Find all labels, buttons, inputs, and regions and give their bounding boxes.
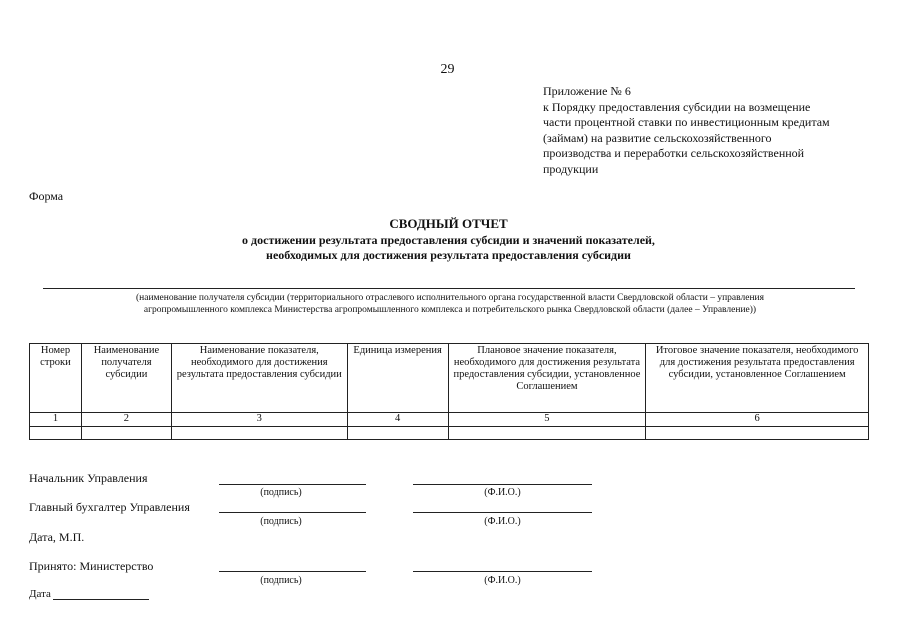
column-number: 5 — [448, 413, 646, 427]
subtitle-line: о достижении результата предоставления субсидии и значений показателей, — [242, 233, 655, 247]
report-table — [29, 343, 869, 440]
date-stamp-label: Дата, М.П. — [29, 530, 85, 544]
table-cell[interactable] — [30, 427, 82, 440]
table-cell[interactable] — [171, 427, 347, 440]
column-number: 3 — [171, 413, 347, 427]
document-subtitle — [0, 233, 897, 262]
signature-caption: (подпись) — [260, 487, 302, 498]
column-number: 2 — [81, 413, 171, 427]
appendix-header — [543, 84, 830, 177]
accountant-name-line[interactable] — [413, 512, 592, 513]
column-header: Наименование получателя субсидии — [81, 344, 171, 413]
column-header: Единица измерения — [347, 344, 448, 413]
date-line[interactable] — [53, 599, 149, 600]
name-caption: (Ф.И.О.) — [484, 516, 521, 527]
subtitle-line: необходимых для достижения результата предоставления субсидии — [266, 247, 631, 262]
table-header-row — [30, 344, 869, 413]
page-number: 29 — [440, 62, 455, 77]
recipient-caption-line: (наименование получателя субсидии (территориального отраслевого исполнительного органа государственной власти Свердловской области – управления — [135, 293, 764, 303]
head-name-line[interactable] — [413, 484, 592, 485]
table-cell[interactable] — [646, 427, 869, 440]
column-header: Итоговое значение показателя, необходимого для достижения результата предоставления субсидии, установленное Соглашением — [646, 344, 869, 413]
date-label: Дата — [29, 588, 51, 600]
head-signature-line[interactable] — [219, 484, 366, 485]
head-label: Начальник Управления — [29, 471, 148, 485]
column-header: Номер строки — [30, 344, 82, 413]
column-number: 1 — [30, 413, 82, 427]
signature-caption: (подпись) — [260, 575, 302, 586]
accepted-label: Принято: Министерство — [29, 559, 154, 573]
name-caption: (Ф.И.О.) — [484, 487, 521, 498]
recipient-name-line[interactable] — [43, 288, 855, 289]
column-number: 4 — [347, 413, 448, 427]
accountant-signature-line[interactable] — [219, 512, 366, 513]
column-header: Плановое значение показателя, необходимого для достижения результата предоставления субсидии, установленное Соглашением — [448, 344, 646, 413]
appendix-line: к Порядку предоставления субсидии на возмещение — [543, 99, 811, 114]
form-label: Форма — [29, 189, 64, 203]
column-header: Наименование показателя, необходимого для достижения результата предоставления субсидии — [171, 344, 347, 413]
ministry-signature-line[interactable] — [219, 571, 366, 572]
column-number-row — [30, 413, 869, 427]
accountant-label: Главный бухгалтер Управления — [29, 500, 190, 514]
appendix-line: продукции — [543, 161, 599, 176]
appendix-line: части процентной ставки по инвестиционным кредитам — [543, 115, 830, 129]
ministry-name-line[interactable] — [413, 571, 592, 572]
name-caption: (Ф.И.О.) — [484, 575, 521, 586]
appendix-line: производства и переработки сельскохозяйственной — [543, 146, 805, 160]
recipient-caption-line: агропромышленного комплекса Министерства агропромышленного комплекса и потребительского рынка Свердловской области (далее – Управление)) — [143, 305, 757, 315]
table-cell[interactable] — [448, 427, 646, 440]
column-number: 6 — [646, 413, 869, 427]
document-title: СВОДНЫЙ ОТЧЕТ — [389, 216, 508, 231]
table-cell[interactable] — [81, 427, 171, 440]
appendix-line: Приложение № 6 — [543, 84, 631, 98]
table-cell[interactable] — [347, 427, 448, 440]
signature-caption: (подпись) — [260, 516, 302, 527]
table-row — [30, 427, 869, 440]
appendix-line: (займам) на развитие сельскохозяйственного — [543, 130, 772, 145]
recipient-caption — [60, 292, 840, 316]
